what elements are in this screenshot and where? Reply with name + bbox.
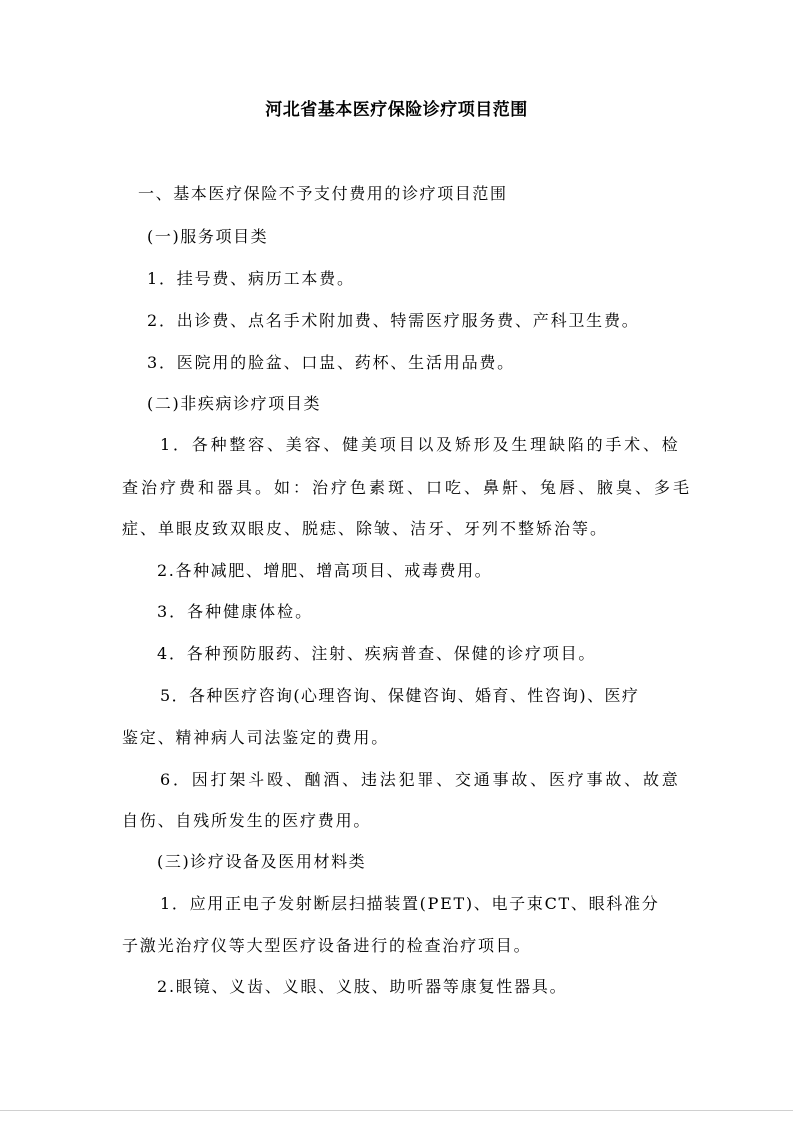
paragraph-line: 1．应用正电子发射断层扫描装置(PET)、电子束CT、眼科准分	[160, 894, 660, 913]
document-title: 河北省基本医疗保险诊疗项目范围	[265, 100, 528, 120]
paragraph-line: 1．各种整容、美容、健美项目以及矫形及生理缺陷的手术、检	[160, 435, 681, 454]
paragraph-line: 子激光治疗仪等大型医疗设备进行的检查治疗项目。	[122, 936, 532, 955]
paragraph-line: 症、单眼皮致双眼皮、脱痣、除皱、洁牙、牙列不整矫治等。	[122, 519, 609, 538]
paragraph-item: 4．各种预防服药、注射、疾病普查、保健的诊疗项目。	[157, 644, 597, 663]
paragraph-item: 3．医院用的脸盆、口盅、药杯、生活用品费。	[147, 353, 515, 372]
paragraph-item: 2.眼镜、义齿、义眼、义肢、助听器等康复性器具。	[157, 977, 568, 996]
section-heading-1: 一、基本医疗保险不予支付费用的诊疗项目范围	[138, 184, 508, 203]
paragraph-line: 自伤、自残所发生的医疗费用。	[122, 811, 372, 830]
paragraph-line: 5．各种医疗咨询(心理咨询、保健咨询、婚育、性咨询)、医疗	[160, 686, 640, 705]
paragraph-item: 3．各种健康体检。	[157, 602, 314, 621]
paragraph-line: 查治疗费和器具。如：治疗色素斑、口吃、鼻鼾、兔唇、腋臭、多毛	[122, 478, 693, 497]
page-bottom-divider	[0, 1110, 793, 1111]
paragraph-item: 2．出诊费、点名手术附加费、特需医疗服务费、产科卫生费。	[147, 311, 640, 330]
subsection-heading-non-disease: (二)非疾病诊疗项目类	[147, 394, 322, 413]
subsection-heading-equipment: (三)诊疗设备及医用材料类	[157, 852, 367, 871]
paragraph-line: 6．因打架斗殴、酗酒、违法犯罪、交通事故、医疗事故、故意	[160, 770, 681, 789]
paragraph-item: 2.各种减肥、增肥、增高项目、戒毒费用。	[157, 561, 493, 580]
subsection-heading-services: (一)服务项目类	[147, 227, 269, 246]
paragraph-line: 鉴定、精神病人司法鉴定的费用。	[122, 728, 390, 747]
paragraph-item: 1．挂号费、病历工本费。	[147, 269, 355, 288]
